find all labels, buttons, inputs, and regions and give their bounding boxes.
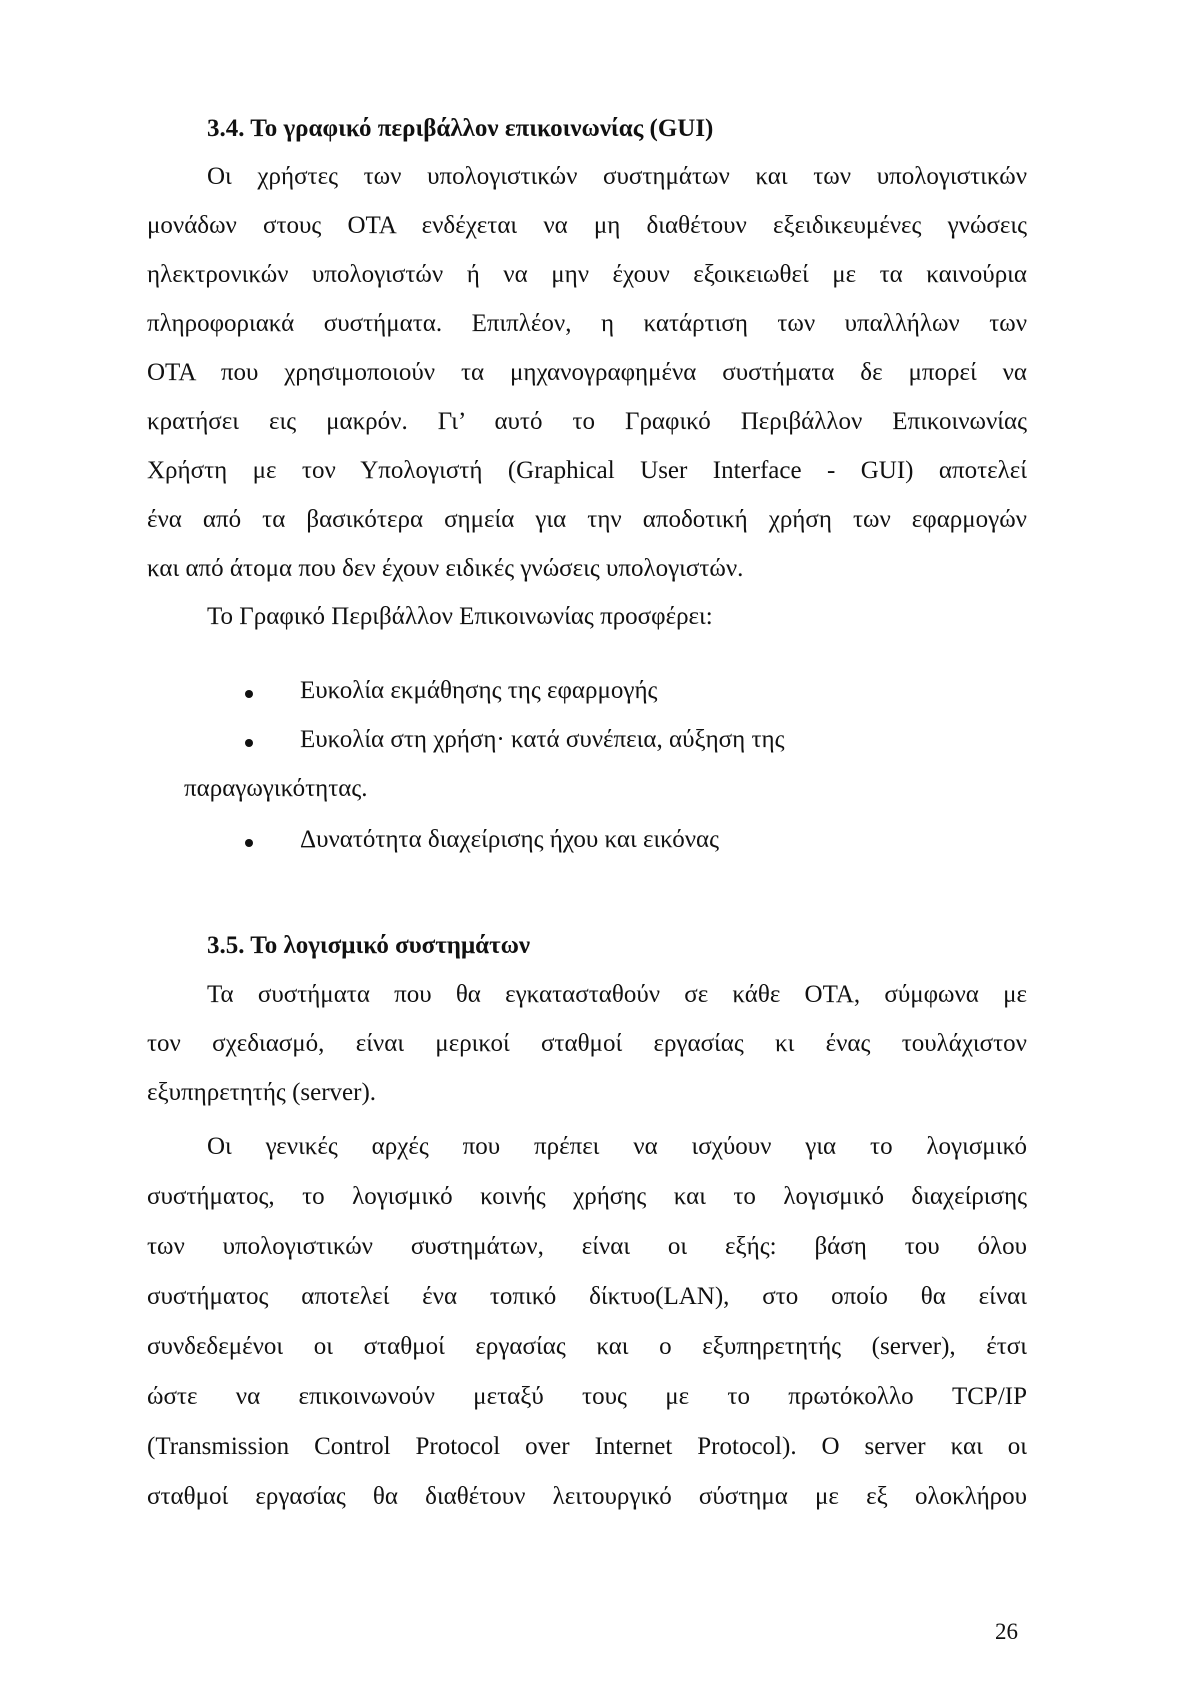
paragraph-line: ώστε να επικοινωνούν μεταξύ τους με το πρωτόκολλο TCP/IP [147,1383,1027,1410]
paragraph-line: των υπολογιστικών συστημάτων, είναι οι εξής: βάση του όλου [147,1233,1027,1260]
paragraph-line: κρατήσει εις μακρόν. Γι’ αυτό το Γραφικό Περιβάλλον Επικοινωνίας [147,408,1027,435]
bullet-icon [245,739,253,747]
paragraph-line: συστήματος, το λογισμικό κοινής χρήσης και το λογισμικό διαχείρισης [147,1183,1027,1210]
paragraph-line: Οι γενικές αρχές που πρέπει να ισχύουν για το λογισμικό [207,1133,1027,1160]
paragraph-line: ΟΤΑ που χρησιμοποιούν τα μηχανογραφημένα συστήματα δε μπορεί να [147,359,1027,386]
paragraph-line: και από άτομα που δεν έχουν ειδικές γνώσεις υπολογιστών. [147,555,744,582]
bullet-item: Δυνατότητα διαχείρισης ήχου και εικόνας [300,826,720,853]
paragraph-line: συστήματος αποτελεί ένα τοπικό δίκτυο(LAN), στο οποίο θα είναι [147,1283,1027,1310]
paragraph-line: ηλεκτρονικών υπολογιστών ή να μην έχουν εξοικειωθεί με τα καινούρια [147,261,1027,288]
paragraph-line: συνδεδεμένοι οι σταθμοί εργασίας και ο εξυπηρετητής (server), έτσι [147,1333,1027,1360]
paragraph-line: μονάδων στους ΟΤΑ ενδέχεται να μη διαθέτουν εξειδικευμένες γνώσεις [147,212,1027,239]
paragraph-line: εξυπηρετητής (server). [147,1079,377,1106]
section-heading-3-4: 3.4. Το γραφικό περιβάλλον επικοινωνίας (GUI) [207,115,714,142]
paragraph-line: σταθμοί εργασίας θα διαθέτουν λειτουργικό σύστημα με εξ ολοκλήρου [147,1483,1027,1510]
paragraph-line: ένα από τα βασικότερα σημεία για την αποδοτική χρήση των εφαρμογών [147,506,1027,533]
list-intro: Το Γραφικό Περιβάλλον Επικοινωνίας προσφέρει: [207,603,713,630]
section-heading-3-5: 3.5. Το λογισμικό συστημάτων [207,932,531,959]
bullet-item: Ευκολία εκμάθησης της εφαρμογής [300,677,658,704]
paragraph-line: τον σχεδιασμό, είναι μερικοί σταθμοί εργασίας κι ένας τουλάχιστον [147,1030,1027,1057]
bullet-icon [245,690,253,698]
bullet-item: Ευκολία στη χρήση· κατά συνέπεια, αύξηση της [300,726,785,753]
paragraph-line: (Transmission Control Protocol over Internet Protocol). Ο server και οι [147,1433,1027,1460]
bullet-icon [245,839,253,847]
bullet-continuation: παραγωγικότητας. [184,775,368,802]
paragraph-line: Χρήστη με τον Υπολογιστή (Graphical User Interface - GUI) αποτελεί [147,457,1027,484]
paragraph-line: Τα συστήματα που θα εγκατασταθούν σε κάθε ΟΤΑ, σύμφωνα με [207,981,1027,1008]
paragraph-line: πληροφοριακά συστήματα. Επιπλέον, η κατάρτιση των υπαλλήλων των [147,310,1027,337]
paragraph-line: Οι χρήστες των υπολογιστικών συστημάτων και των υπολογιστικών [207,163,1027,190]
page-number: 26 [995,1619,1018,1644]
